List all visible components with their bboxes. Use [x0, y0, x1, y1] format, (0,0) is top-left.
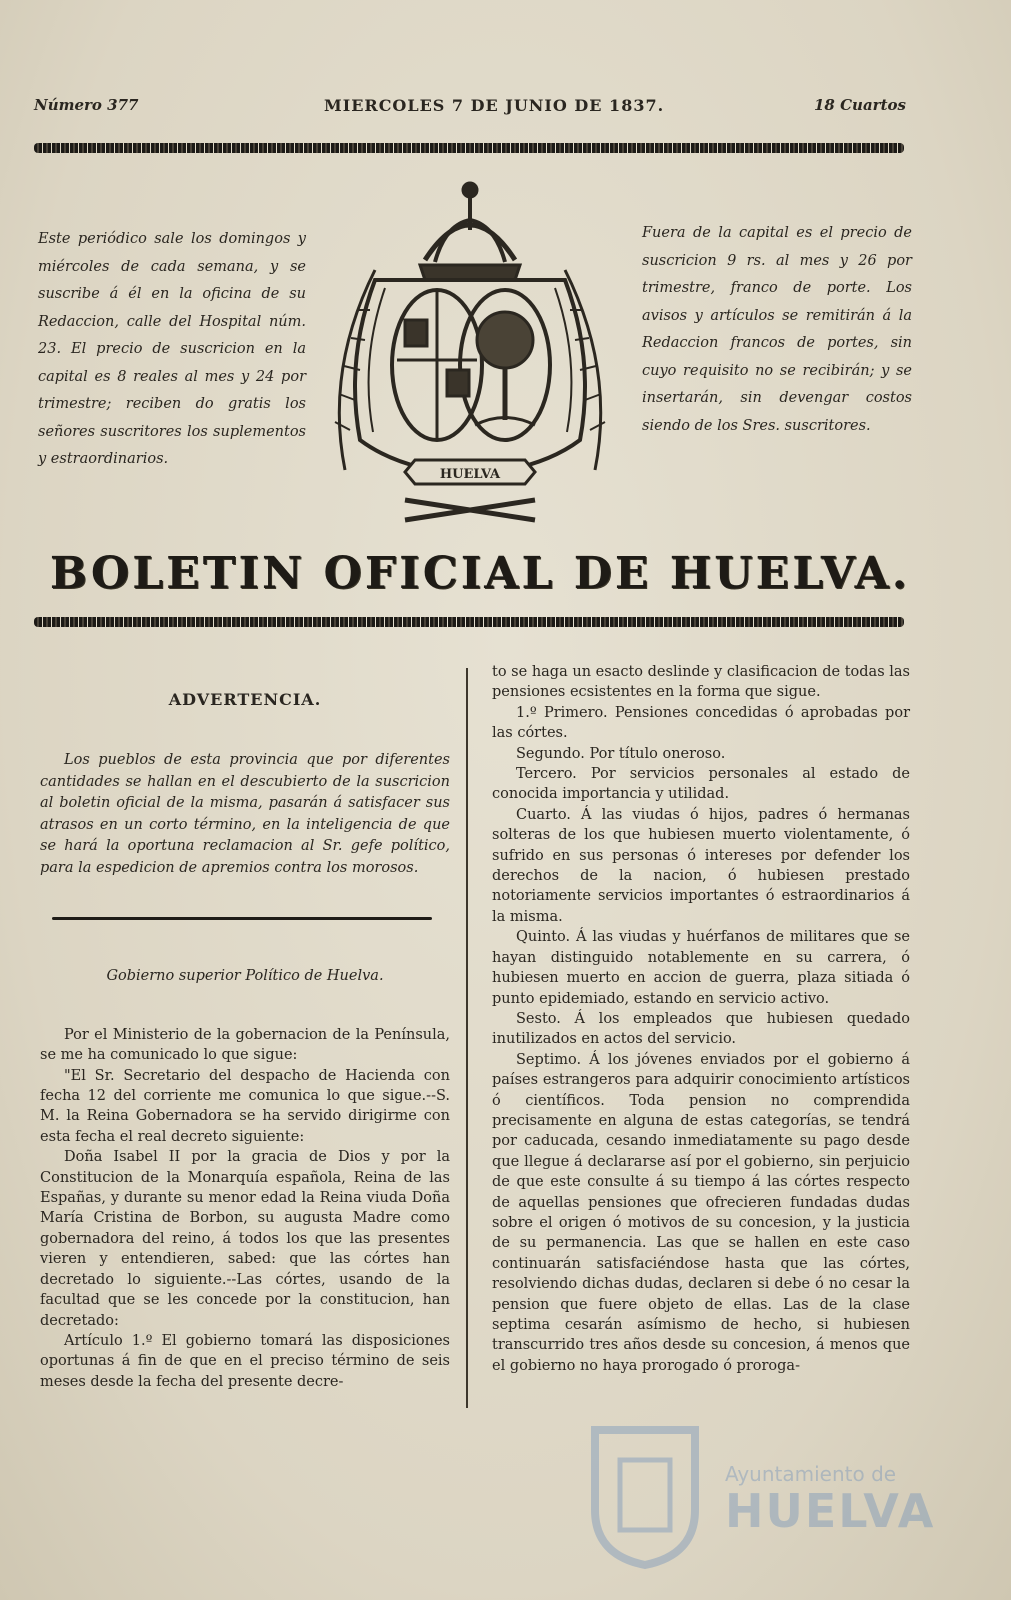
article-paragraph: Tercero. Por servicios personales al estado de conocida importancia y utilidad. [492, 766, 910, 803]
article-paragraph: Quinto. Á las viudas y huérfanos de militares que se hayan distinguido notablemente en su carrera, ó hubiesen muerto en accion de guerra, plaza sitiada ó punto epidemiado, estando en servicio activo. [492, 929, 910, 1007]
left-column [40, 690, 450, 1392]
subscription-info-right: Fuera de la capital es el precio de suscricion 9 rs. al mes y 26 por trimestre, franco de porte. Los avisos y artículos se remitirán á la Redaccion francos de portes, sin cuyo requisito no se recibirán; y se insertarán, sin devengar costos siendo de los Sres. suscritores. [642, 225, 912, 434]
coat-of-arms-icon [305, 170, 635, 530]
section-heading: Gobierno superior Político de Huelva. [106, 968, 384, 985]
watermark-shield-icon [585, 1420, 705, 1570]
issue-price: 18 Cuartos [814, 96, 906, 114]
article-paragraph: to se haga un esacto deslinde y clasificacion de todas las pensiones ecsistentes en la forma que sigue. [492, 664, 910, 701]
article-paragraph: Cuarto. Á las viudas ó hijos, padres ó hermanas solteras de los que hubiesen muerto violentamente, ó sufrido en sus personas ó intereses por defender los derechos de la nacion, ó hubiesen prestado notoriamente servicios importantes ó estraordinarios á la misma. [492, 806, 910, 925]
crest-ribbon-text: HUELVA [439, 467, 501, 482]
issue-header [34, 96, 904, 118]
watermark-line1: Ayuntamiento de [725, 1462, 897, 1486]
notice-body: Los pueblos de esta provincia que por diferentes cantidades se hallan en el descubierto de la suscricion al boletin oficial de la misma, pasarán á satisfacer sus atrasos en un corto término, en la inteligencia de que se hará la oportuna reclamacion al Sr. gefe político, para la espedicion de apremios contra los morosos. [40, 752, 450, 876]
article-paragraph: Artículo 1.º El gobierno tomará las disposiciones oportunas á fin de que en el preciso término de seis meses desde la fecha del presente decre- [40, 1332, 450, 1390]
article-paragraph: "El Sr. Secretario del despacho de Hacienda con fecha 12 del corriente me comunica lo que sigue.--S. M. la Reina Gobernadora se ha servido dirigirme con esta fecha el real decreto siguiente: [40, 1067, 450, 1145]
column-divider [466, 668, 468, 1408]
right-column [492, 662, 910, 1376]
article-paragraph: Segundo. Por título oneroso. [516, 745, 726, 762]
article-paragraph: 1.º Primero. Pensiones concedidas ó aprobadas por las córtes. [492, 704, 910, 742]
subscription-info-left: Este periódico sale los domingos y miércoles de cada semana, y se suscribe á él en la oficina de su Redaccion, calle del Hospital núm. 23. El precio de suscricion en la capital es 8 reales al mes y 24 por trimestre; reciben do gratis los señores suscritores los suplementos y estraordinarios. [38, 231, 306, 467]
top-ornamental-rule [34, 143, 904, 153]
section-rule [52, 917, 432, 920]
issue-date: MIERCOLES 7 DE JUNIO DE 1837. [324, 96, 665, 115]
article-paragraph: Septimo. Á los jóvenes enviados por el gobierno á países estrangeros para adquirir conocimiento artísticos ó científicos. Toda pension no comprendida precisamente en alguna de estas categorías, se tendrá por caducada, cesando inmediatamente su pago desde que llegue á declararse así por el gobierno, sin perjuicio de que este consulte á su tiempo á las córtes respecto de aquellas pensiones que ofrecieren fundadas dudas sobre el origen ó motivos de su concesion, y la justicia de su permanencia. Las que se hallen en este caso continuarán satisfaciéndose hasta que las córtes, resolviendo dichas dudas, declaren si debe ó no cesar la pension que fuere objeto de ellas. Las de la clase septima cesarán asímismo de hecho, si hubiesen transcurrido tres años desde su concesion, á menos que el gobierno no haya prorogado ó proroga- [492, 1051, 910, 1374]
article-paragraph: Doña Isabel II por la gracia de Dios y por la Constitucion de la Monarquía española, Reina de las Españas, y durante su menor edad la Reina viuda Doña María Cristina de Borbon, su augusta Madre como gobernadora del reino, á todos los que las presentes vieren y entendieren, sabed: que las córtes han decretado lo siguiente.--Las córtes, usando de la facultad que se les concede por la constitucion, han decretado: [40, 1149, 450, 1329]
article-paragraph: Sesto. Á los empleados que hubiesen quedado inutilizados en actos del servicio. [492, 1010, 910, 1048]
article-paragraph: Por el Ministerio de la gobernacion de la Península, se me ha comunicado lo que sigue: [40, 1026, 450, 1064]
masthead-ornamental-rule [34, 617, 904, 627]
archive-watermark [585, 1420, 936, 1570]
watermark-line2: HUELVA [725, 1484, 936, 1538]
issue-number: Número 377 [34, 96, 139, 114]
newspaper-title: BOLETIN OFICIAL DE HUELVA. [49, 548, 911, 599]
notice-title: ADVERTENCIA. [168, 690, 322, 709]
